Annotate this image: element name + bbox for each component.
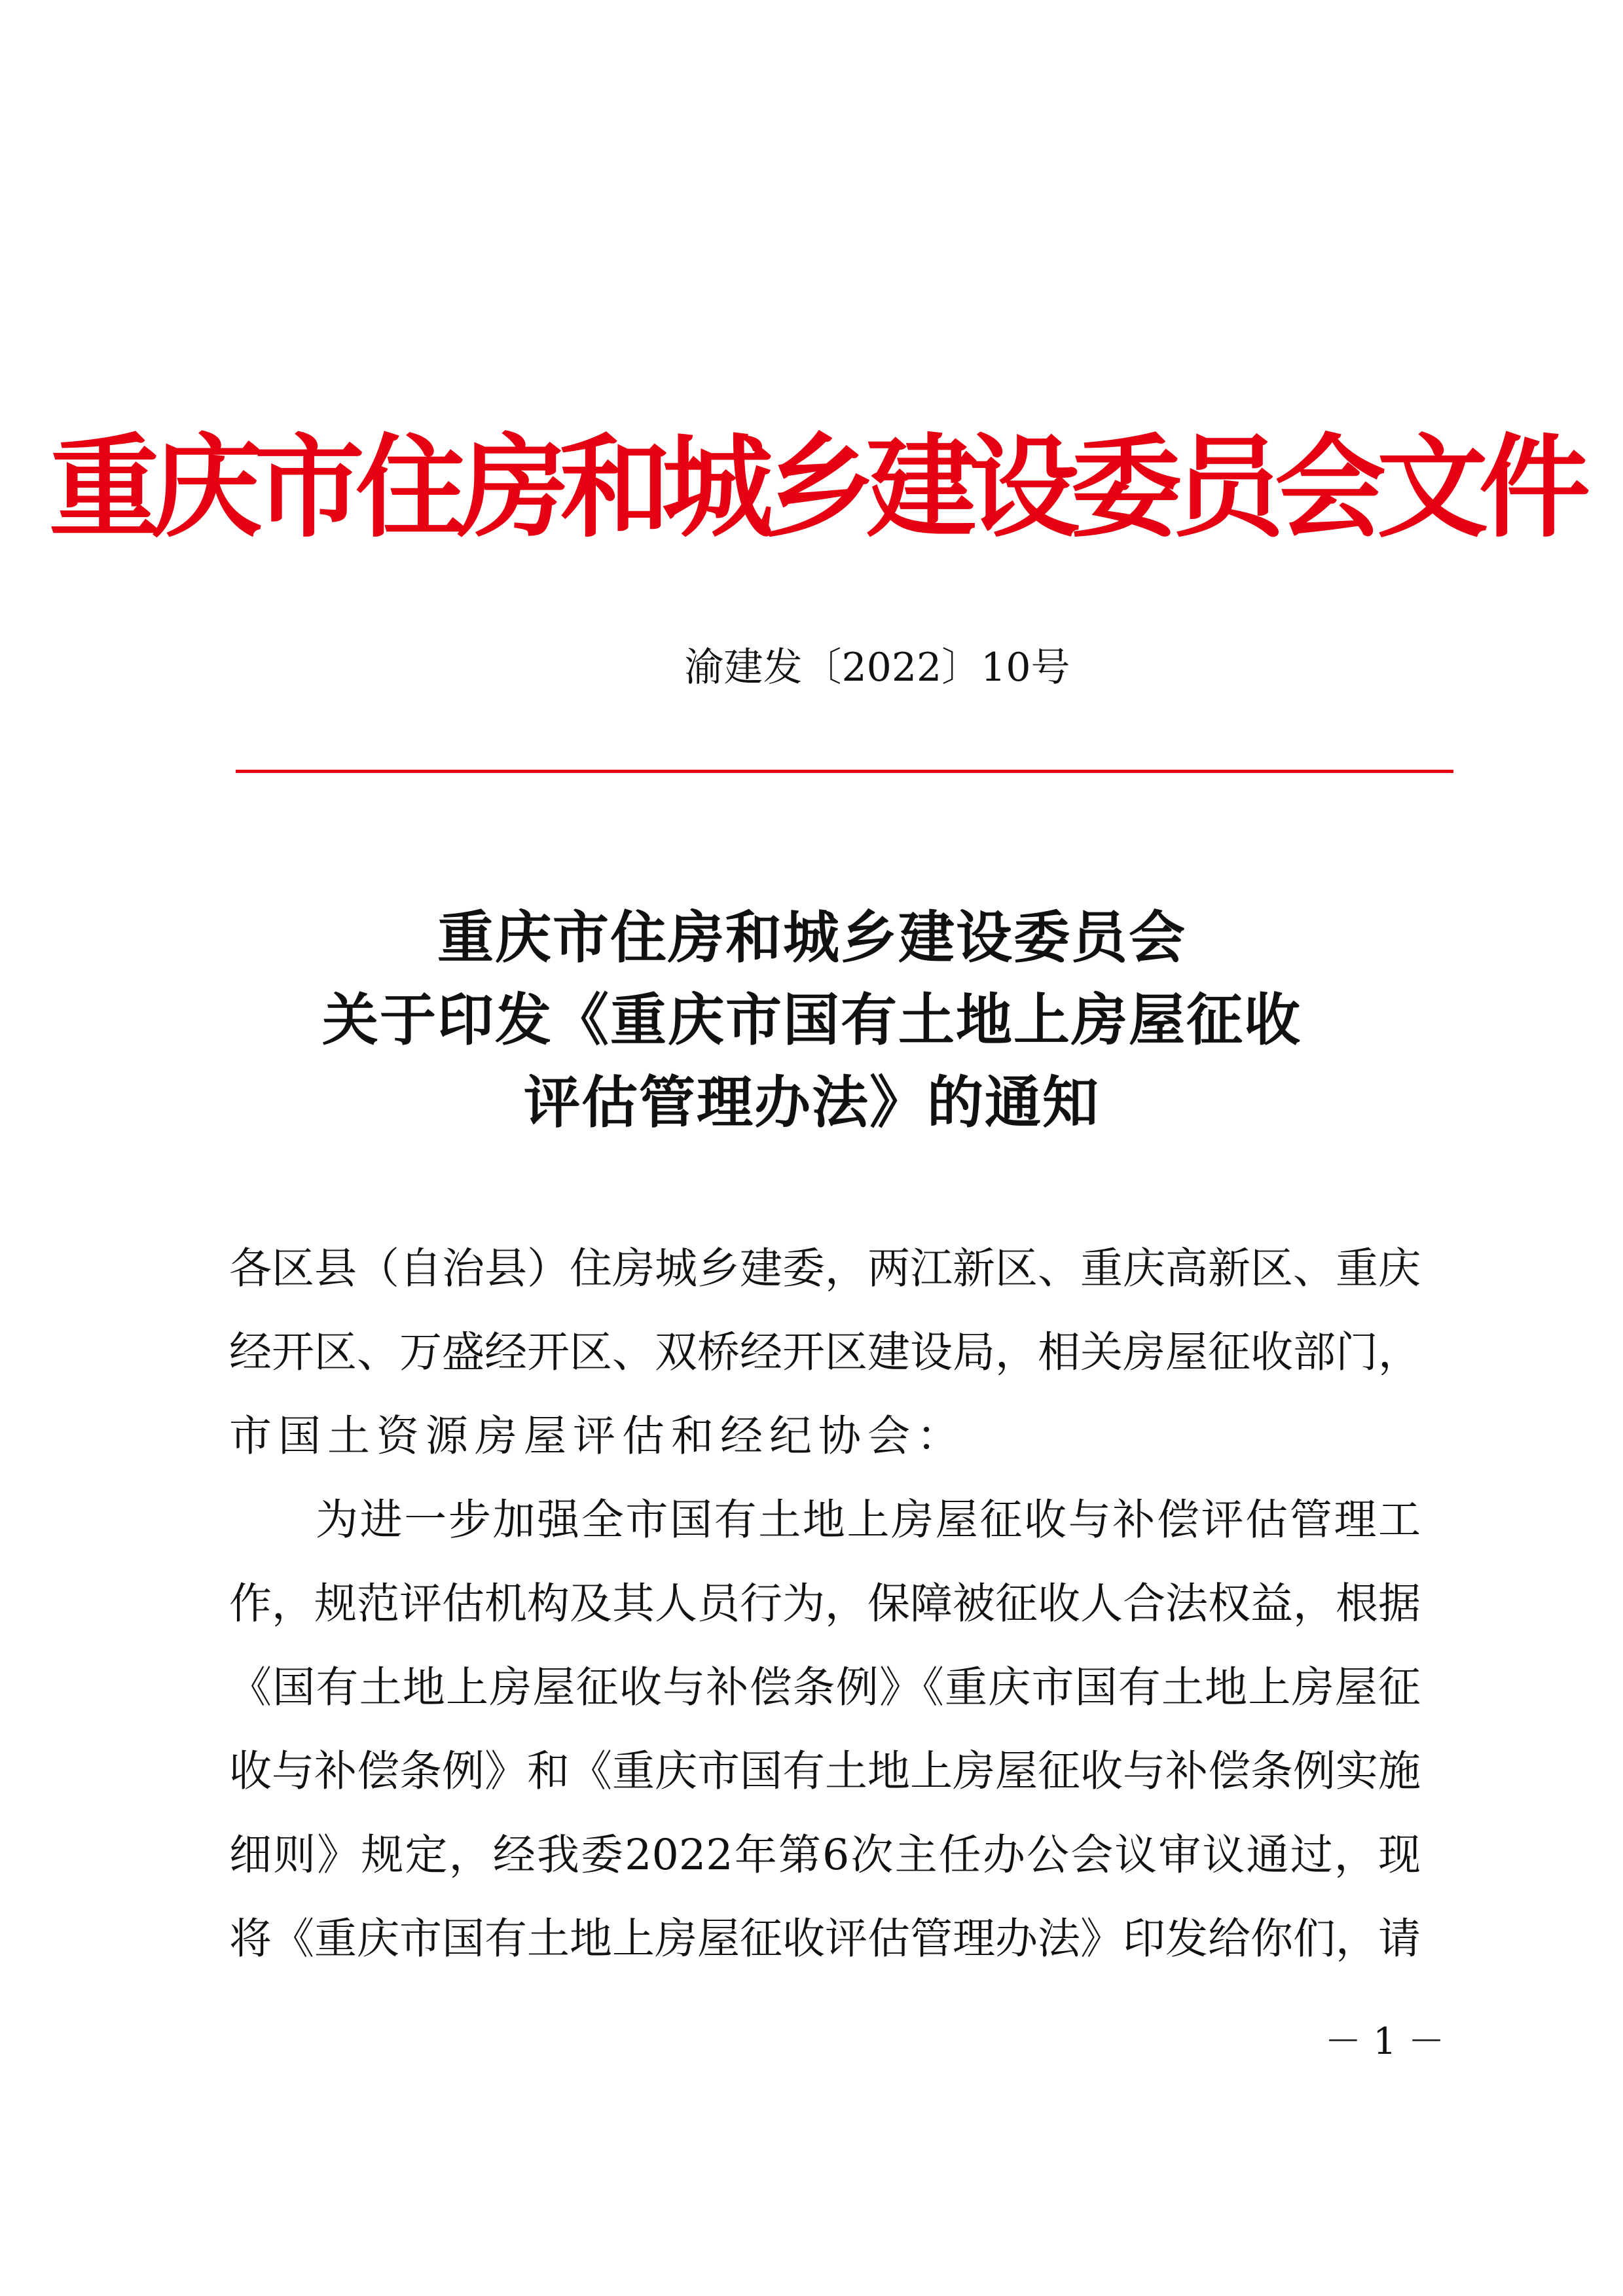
body-line: 经开区、万盛经开区、双桥经开区建设局，相关房屋征收部门，	[229, 1328, 1421, 1377]
document-number: 渝建发〔2022〕10号	[684, 645, 1070, 691]
body-line: 细则》规定，经我委2022年第6次主任办公会议审议通过，现	[229, 1831, 1421, 1880]
body-line: 为进一步加强全市国有土地上房屋征收与补偿评估管理工	[316, 1496, 1421, 1545]
notice-title	[223, 897, 1401, 1144]
body-line: 将《重庆市国有土地上房屋征收评估管理办法》印发给你们，请	[229, 1914, 1421, 1964]
document-header-title: 重庆市住房和城乡建设委员会文件	[49, 422, 1582, 553]
body-line: 各区县（自治县）住房城乡建委，两江新区、重庆高新区、重庆	[229, 1244, 1421, 1293]
red-divider	[236, 770, 1453, 773]
notice-title-line: 评估管理办法》的通知	[524, 1069, 1100, 1136]
body-line: 市国土资源房屋评估和经纪协会：	[229, 1412, 966, 1461]
notice-body	[229, 1227, 1421, 1981]
body-line: 《国有土地上房屋征收与补偿条例》《重庆市国有土地上房屋征	[229, 1663, 1421, 1712]
page-number: － 1 －	[1324, 2020, 1445, 2063]
notice-title-line: 重庆市住房和城乡建设委员会	[437, 905, 1186, 971]
notice-title-line: 关于印发《重庆市国有土地上房屋征收	[322, 987, 1302, 1053]
body-line: 收与补偿条例》和《重庆市国有土地上房屋征收与补偿条例实施	[229, 1747, 1421, 1796]
body-line: 作，规范评估机构及其人员行为，保障被征收人合法权益，根据	[229, 1579, 1421, 1628]
